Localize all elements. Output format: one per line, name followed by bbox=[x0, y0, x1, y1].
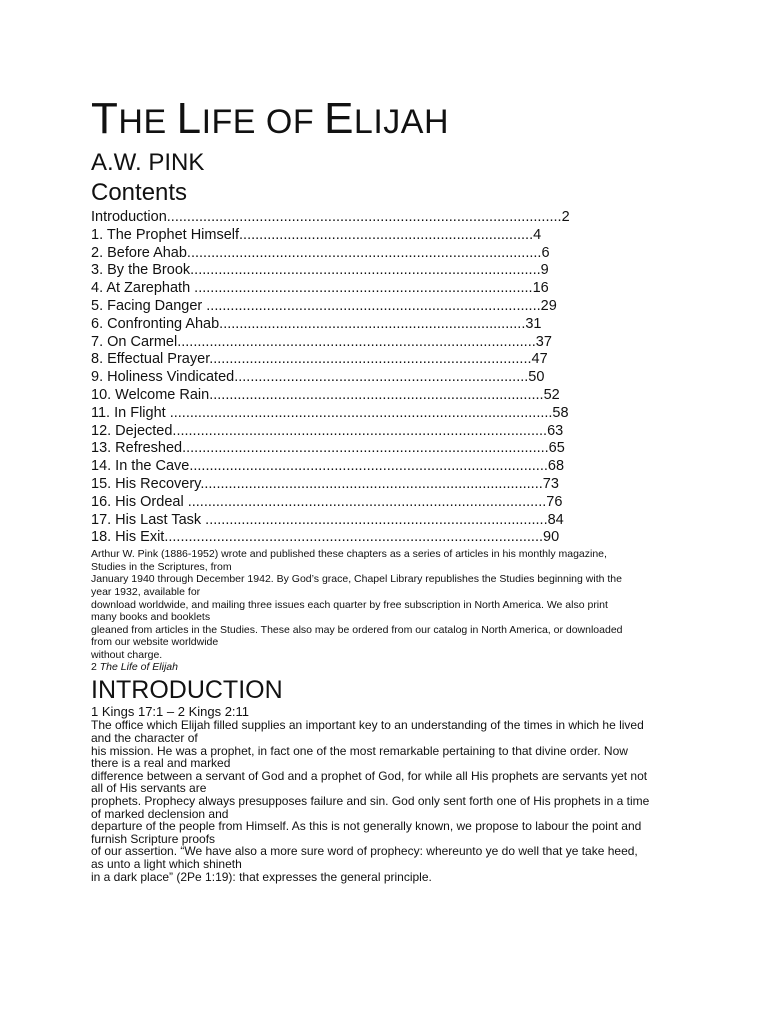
contents-heading: Contents bbox=[91, 179, 188, 206]
running-header bbox=[91, 661, 691, 674]
title-part-ife-of: IFE OF bbox=[201, 103, 325, 141]
toc-entry[interactable]: Introduction..................................................................................................2 bbox=[91, 209, 570, 225]
toc-entry[interactable]: 10. Welcome Rain...................................................................................52 bbox=[91, 386, 560, 403]
body-line: and the character of bbox=[91, 731, 198, 746]
introduction-heading: INTRODUCTION bbox=[91, 676, 283, 705]
body-line: all of His servants are bbox=[91, 781, 207, 796]
running-title: The Life of Elijah bbox=[99, 661, 178, 674]
toc-entry[interactable]: 3. By the Brook.......................................................................................9 bbox=[91, 262, 549, 279]
table-of-contents bbox=[91, 209, 691, 547]
title-initial-t: T bbox=[91, 94, 119, 143]
note-line: January 1940 through December 1942. By God’s grace, Chapel Library republishes the Studies beginning with the bbox=[91, 573, 622, 586]
body-line: in a dark place” (2Pe 1:19): that expresses the general principle. bbox=[91, 869, 432, 884]
title-initial-l: L bbox=[176, 94, 202, 143]
toc-entry[interactable]: 8. Effectual Prayer................................................................................47 bbox=[91, 351, 548, 368]
toc-entry[interactable]: 18. His Exit..............................................................................................90 bbox=[91, 529, 560, 546]
note-line: without charge. bbox=[91, 648, 163, 661]
body-line: departure of the people from Himself. As this is not generally known, we propose to labour the point and bbox=[91, 819, 642, 834]
toc-entry[interactable]: 14. In the Cave.........................................................................................68 bbox=[91, 458, 565, 475]
toc-entry[interactable]: 5. Facing Danger ...................................................................................29 bbox=[91, 297, 557, 314]
body-line: as unto a light which shineth bbox=[91, 857, 242, 872]
page-number: 2 bbox=[91, 661, 97, 674]
publisher-note bbox=[91, 548, 691, 661]
introduction-body bbox=[91, 719, 691, 883]
toc-entry[interactable]: 1. The Prophet Himself.........................................................................4 bbox=[91, 226, 542, 243]
author-name: A.W. PINK bbox=[91, 149, 205, 176]
body-line: his mission. He was a prophet, in fact one of the most remarkable pertaining to that divine order. Now bbox=[91, 743, 628, 758]
toc-entry[interactable]: 17. His Last Task .....................................................................................84 bbox=[91, 511, 564, 528]
title-part-he: HE bbox=[118, 103, 177, 141]
toc-entry[interactable]: 12. Dejected.............................................................................................63 bbox=[91, 422, 564, 439]
toc-entry[interactable]: 11. In Flight ...............................................................................................58 bbox=[91, 404, 569, 421]
note-line: gleaned from articles in the Studies. These also may be ordered from our catalog in North America, or downloaded bbox=[91, 623, 623, 636]
toc-entry[interactable]: 7. On Carmel.........................................................................................37 bbox=[91, 333, 552, 350]
toc-entry[interactable]: 6. Confronting Ahab............................................................................31 bbox=[91, 315, 542, 332]
body-line: of our assertion. “We have also a more sure word of prophecy: whereunto ye do well that ye take heed, bbox=[91, 844, 638, 859]
toc-entry[interactable]: 2. Before Ahab........................................................................................6 bbox=[91, 244, 550, 261]
note-line: download worldwide, and mailing three issues each quarter by free subscription in North America. We also print bbox=[91, 598, 608, 611]
note-line: from our website worldwide bbox=[91, 636, 219, 649]
toc-entry[interactable]: 9. Holiness Vindicated.........................................................................50 bbox=[91, 369, 545, 386]
document-page bbox=[91, 94, 691, 884]
toc-entry[interactable]: 4. At Zarephath ....................................................................................16 bbox=[91, 280, 549, 297]
body-line: prophets. Prophecy always presupposes failure and sin. God only sent forth one of His prophets in a time bbox=[91, 794, 650, 809]
toc-entry[interactable]: 15. His Recovery.....................................................................................73 bbox=[91, 475, 559, 492]
note-line: Studies in the Scriptures, from bbox=[91, 560, 232, 573]
note-line: year 1932, available for bbox=[91, 585, 201, 598]
toc-entry[interactable]: 16. His Ordeal .........................................................................................76 bbox=[91, 493, 563, 510]
body-line: there is a real and marked bbox=[91, 756, 231, 771]
toc-entry[interactable]: 13. Refreshed...........................................................................................65 bbox=[91, 440, 565, 457]
body-line: difference between a servant of God and a prophet of God, for while all His prophets are servants yet not bbox=[91, 768, 648, 783]
scripture-reference: 1 Kings 17:1 – 2 Kings 2:11 bbox=[91, 704, 250, 720]
book-title bbox=[91, 94, 691, 143]
note-line: Arthur W. Pink (1886-1952) wrote and published these chapters as a series of articles in his monthly magazine, bbox=[91, 548, 607, 561]
title-initial-e: E bbox=[324, 94, 354, 143]
body-line: furnish Scripture proofs bbox=[91, 831, 216, 846]
body-line: The office which Elijah filled supplies an important key to an understanding of the times in which he lived bbox=[91, 718, 644, 733]
title-part-lijah: LIJAH bbox=[353, 103, 450, 141]
body-line: of marked declension and bbox=[91, 806, 229, 821]
note-line: many books and booklets bbox=[91, 611, 211, 624]
